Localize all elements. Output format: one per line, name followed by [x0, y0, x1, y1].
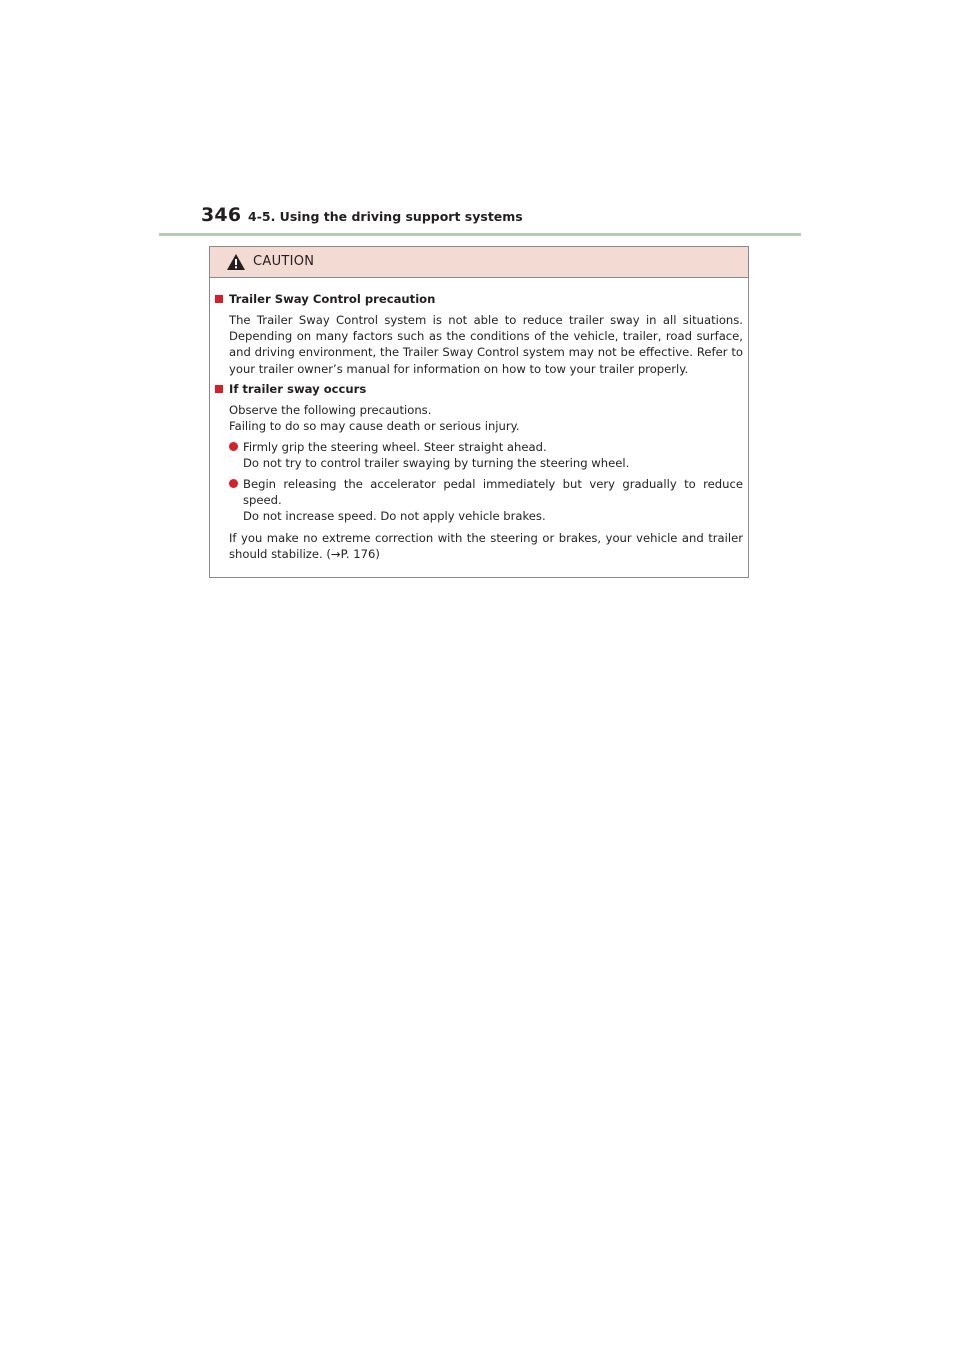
bullet-line: Do not try to control trailer swaying by turning the steering wheel. [243, 456, 630, 471]
paragraph-line: Failing to do so may cause death or serious injury. [229, 419, 520, 434]
bullet-line: speed. [243, 493, 282, 508]
heading-text: If trailer sway occurs [229, 382, 367, 396]
paragraph-line: your trailer owner’s manual for information on how to tow your trailer properly. [229, 361, 689, 376]
caution-title: CAUTION [253, 254, 315, 269]
paragraph-line: The Trailer Sway Control system is not able to reduce trailer sway in all situations. [229, 313, 743, 327]
page-header [159, 203, 801, 237]
paragraph-line: and driving environment, the Trailer Sway Control system may not be effective. Refer to [229, 345, 743, 360]
paragraph-line: should stabilize. (→P. 176) [229, 547, 380, 562]
bullet-line: Firmly grip the steering wheel. Steer straight ahead. [243, 440, 547, 454]
page-number: 346 [201, 204, 242, 226]
paragraph-line: If you make no extreme correction with the steering or brakes, your vehicle and trailer [229, 531, 743, 545]
bullet-line: Do not increase speed. Do not apply vehicle brakes. [243, 509, 546, 524]
bullet-line: Begin releasing the accelerator pedal immediately but very gradually to reduce [243, 477, 743, 491]
caution-header [210, 247, 748, 278]
red-dot-bullet-icon [229, 479, 238, 488]
closing-paragraph [229, 530, 743, 562]
trailer-sway-paragraph [229, 312, 743, 377]
red-square-bullet-icon [215, 295, 223, 303]
paragraph-line: Observe the following precautions. [229, 403, 432, 417]
warning-triangle-icon [226, 253, 246, 271]
intro-paragraph [229, 402, 743, 434]
section-heading-trailer-sway-control [215, 291, 435, 307]
bullet-text [243, 476, 743, 525]
heading-text: Trailer Sway Control precaution [229, 292, 436, 306]
section-heading-if-trailer-sway-occurs [215, 381, 366, 397]
paragraph-line: Depending on many factors such as the conditions of the vehicle, trailer, road surface, [229, 329, 743, 344]
bullet-text [243, 439, 743, 471]
header-rule [159, 233, 801, 236]
section-title: 4-5. Using the driving support systems [248, 209, 523, 224]
red-dot-bullet-icon [229, 442, 238, 451]
caution-box [209, 246, 749, 578]
red-square-bullet-icon [215, 385, 223, 393]
